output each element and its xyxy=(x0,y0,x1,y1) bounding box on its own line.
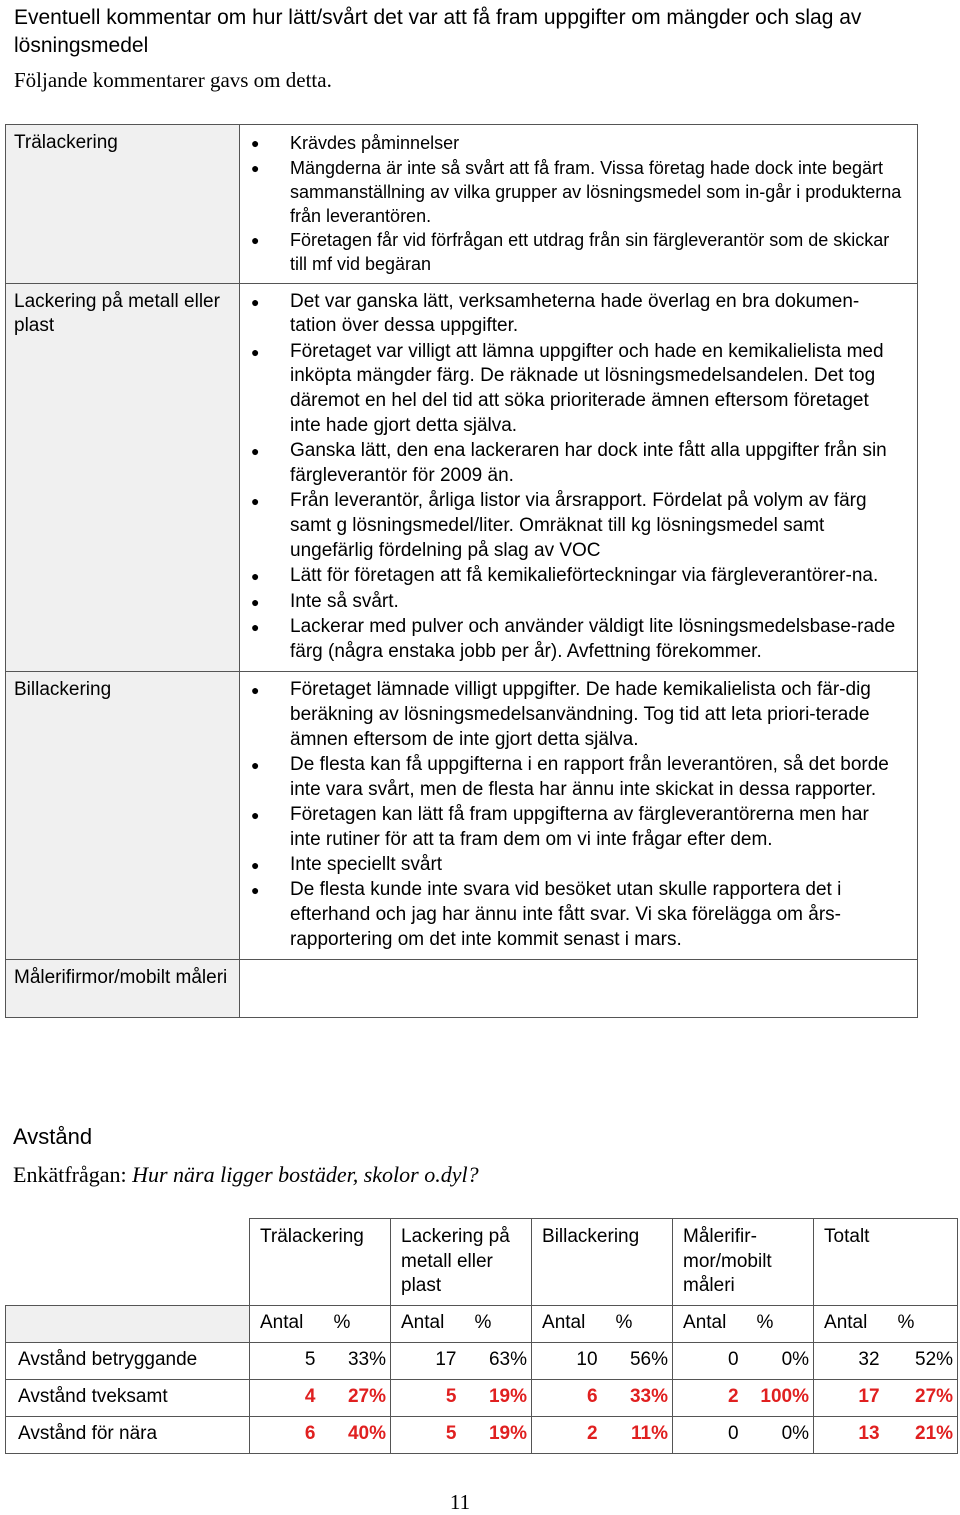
pct-cell: 0% xyxy=(747,1416,814,1453)
comments-row xyxy=(6,960,918,1018)
comment-item xyxy=(248,878,903,952)
col-header-antal: Antal xyxy=(673,1305,747,1342)
comment-list xyxy=(248,131,903,276)
bullet-icon: ● xyxy=(251,343,260,360)
col-header-pct: % xyxy=(888,1305,958,1342)
comment-item xyxy=(248,753,903,803)
row-content-empty xyxy=(240,960,918,1018)
comment-text: Företaget var villigt att lämna uppgifter och hade en kemikalielista med inköpta mängder färg. De räknade ut lösningsmedelsandelen. Det tog däremot en hel del tid att söka prioriterade ämnen eftersom företaget inte hade gjort detta själva. xyxy=(290,340,884,436)
pct-cell: 40% xyxy=(324,1416,391,1453)
row-content xyxy=(240,125,918,284)
count-cell: 6 xyxy=(250,1416,324,1453)
comment-item xyxy=(248,803,903,853)
count-cell: 10 xyxy=(532,1342,606,1379)
group-header: Målerifir-mor/mobilt måleri xyxy=(673,1219,814,1306)
group-header: Lackering på metall eller plast xyxy=(391,1219,532,1306)
comment-text: Lätt för företagen att få kemikalieförteckningar via färgleverantörer-na. xyxy=(290,565,879,587)
bullet-icon: ● xyxy=(251,618,260,635)
bullet-icon: ● xyxy=(251,159,260,176)
pct-cell: 21% xyxy=(888,1416,958,1453)
section-heading-avstand: Avstånd xyxy=(13,1124,93,1149)
comment-item xyxy=(248,853,903,878)
comment-item xyxy=(248,290,903,340)
section-heading: Eventuell kommentar om hur lätt/svårt det var att få fram uppgifter om mängder och slag av lösningsmedel xyxy=(14,6,862,57)
col-header-antal: Antal xyxy=(814,1305,888,1342)
bullet-icon: ● xyxy=(251,135,260,151)
count-cell: 32 xyxy=(814,1342,888,1379)
empty-corner xyxy=(6,1219,250,1306)
comment-item xyxy=(248,489,903,563)
comment-text: Företagen kan lätt få fram uppgifterna av färgleverantörerna men har inte rutiner för att ta fram dem om vi inte frågar efter dem. xyxy=(290,803,869,850)
pct-cell: 56% xyxy=(606,1342,673,1379)
count-cell: 17 xyxy=(391,1342,465,1379)
col-header-pct: % xyxy=(324,1305,391,1342)
row-label-malerifirmor: Målerifirmor/mobilt måleri xyxy=(6,960,240,1018)
data-row xyxy=(6,1342,958,1379)
bullet-icon: ● xyxy=(251,493,260,510)
survey-question-text: Hur nära ligger bostäder, skolor o.dyl? xyxy=(132,1162,479,1187)
count-cell: 0 xyxy=(673,1416,747,1453)
row-label: Avstånd för nära xyxy=(6,1416,250,1453)
comments-table xyxy=(5,124,918,1018)
comment-item xyxy=(248,131,903,155)
data-row xyxy=(6,1416,958,1453)
group-header: Trälackering xyxy=(250,1219,391,1306)
col-header-pct: % xyxy=(606,1305,673,1342)
count-cell: 17 xyxy=(814,1379,888,1416)
group-header: Billackering xyxy=(532,1219,673,1306)
count-cell: 2 xyxy=(532,1416,606,1453)
col-header-antal: Antal xyxy=(532,1305,606,1342)
row-label-billackering: Billackering xyxy=(6,671,240,959)
row-content xyxy=(240,671,918,959)
count-cell: 5 xyxy=(391,1379,465,1416)
comments-row xyxy=(6,671,918,959)
pct-cell: 100% xyxy=(747,1379,814,1416)
comment-text: De flesta kan få uppgifterna i en rapport från leverantören, så det borde inte vara svårt, men de flesta har ännu inte skickat in dessa rapporter. xyxy=(290,753,889,800)
comment-text: Lackerar med pulver och använder väldigt lite lösningsmedelsbase-rade färg (några enstaka jobb per år). Avfettning förekommer. xyxy=(290,615,896,662)
bullet-icon: ● xyxy=(251,443,260,460)
pct-cell: 0% xyxy=(747,1342,814,1379)
comment-text: Företagen får vid förfrågan ett utdrag från sin färgleverantör som de skickar till mf vid begäran xyxy=(290,230,890,274)
count-cell: 5 xyxy=(391,1416,465,1453)
comment-text: Inte så svårt. xyxy=(290,590,399,612)
count-cell: 4 xyxy=(250,1379,324,1416)
comment-text: Mängderna är inte så svårt att få fram. Vissa företag hade dock inte begärt sammanställning av vilka grupper av lösningsmedel som in-går i produkterna från leverantören. xyxy=(290,157,902,226)
count-cell: 13 xyxy=(814,1416,888,1453)
bullet-icon: ● xyxy=(251,806,260,823)
comment-text: De flesta kunde inte svara vid besöket utan skulle rapportera det i efterhand och jag har ännu inte fått svar. Vi ska förelägga om års-rapportering om det inte kommit senast i mars. xyxy=(290,879,842,950)
row-label: Avstånd tveksamt xyxy=(6,1379,250,1416)
survey-question xyxy=(13,1160,479,1190)
comment-text: Från leverantör, årliga listor via årsrapport. Fördelat på volym av färg samt g lösningsmedel/liter. Omräknat till kg lösningsmedel samt ungefärlig fördelning på slag av VOC xyxy=(290,490,867,561)
col-header-pct: % xyxy=(747,1305,814,1342)
pct-cell: 27% xyxy=(888,1379,958,1416)
comment-text: Det var ganska lätt, verksamheterna hade överlag en bra dokumen-tation över dessa uppgifter. xyxy=(290,290,860,337)
comment-item xyxy=(248,439,903,489)
comment-item xyxy=(248,228,903,276)
pct-cell: 33% xyxy=(606,1379,673,1416)
pct-cell: 19% xyxy=(465,1379,532,1416)
group-header-row xyxy=(6,1219,958,1306)
bullet-icon: ● xyxy=(251,756,260,773)
col-header-antal: Antal xyxy=(250,1305,324,1342)
survey-prefix: Enkätfrågan: xyxy=(13,1162,133,1187)
distance-table xyxy=(5,1218,958,1454)
count-cell: 2 xyxy=(673,1379,747,1416)
pct-cell: 27% xyxy=(324,1379,391,1416)
bullet-icon: ● xyxy=(251,882,260,899)
count-cell: 0 xyxy=(673,1342,747,1379)
row-label-tralackering: Trälackering xyxy=(6,125,240,284)
sub-header-row xyxy=(6,1305,958,1342)
intro-text: Följande kommentarer gavs om detta. xyxy=(14,68,332,92)
comment-item xyxy=(248,340,903,439)
bullet-icon: ● xyxy=(251,232,260,248)
count-cell: 5 xyxy=(250,1342,324,1379)
row-content xyxy=(240,283,918,671)
pct-cell: 63% xyxy=(465,1342,532,1379)
comment-text: Ganska lätt, den ena lackeraren har dock inte fått alla uppgifter från sin färgleverantör för 2009 än. xyxy=(290,440,887,487)
bullet-icon: ● xyxy=(251,293,260,310)
bullet-icon: ● xyxy=(251,568,260,585)
pct-cell: 11% xyxy=(606,1416,673,1453)
group-header: Totalt xyxy=(814,1219,958,1306)
comment-item xyxy=(248,590,903,615)
bullet-icon: ● xyxy=(251,593,260,610)
count-cell: 6 xyxy=(532,1379,606,1416)
comment-item xyxy=(248,678,903,752)
row-label: Avstånd betryggande xyxy=(6,1342,250,1379)
comment-item xyxy=(248,564,903,589)
page-number: 11 xyxy=(449,1490,471,1514)
pct-cell: 52% xyxy=(888,1342,958,1379)
bullet-icon: ● xyxy=(251,681,260,698)
bullet-icon: ● xyxy=(251,857,260,874)
comment-text: Företaget lämnade villigt uppgifter. De hade kemikalielista och fär-dig beräkning av lösningsmedelsanvändning. Tog tid att leta priori-terade ämnen eftersom de inte gjort detta själva. xyxy=(290,678,871,750)
comment-item xyxy=(248,156,903,228)
empty-cell xyxy=(6,1305,250,1342)
row-label-lackering-metall: Lackering på metall eller plast xyxy=(6,283,240,671)
comments-row xyxy=(6,283,918,671)
comment-list xyxy=(248,290,903,665)
pct-cell: 33% xyxy=(324,1342,391,1379)
comment-text: Inte speciellt svårt xyxy=(290,854,443,876)
col-header-pct: % xyxy=(465,1305,532,1342)
comments-row xyxy=(6,125,918,284)
comment-text: Krävdes påminnelser xyxy=(290,133,460,153)
comment-list xyxy=(248,678,903,953)
pct-cell: 19% xyxy=(465,1416,532,1453)
comment-item xyxy=(248,615,903,665)
data-row xyxy=(6,1379,958,1416)
col-header-antal: Antal xyxy=(391,1305,465,1342)
